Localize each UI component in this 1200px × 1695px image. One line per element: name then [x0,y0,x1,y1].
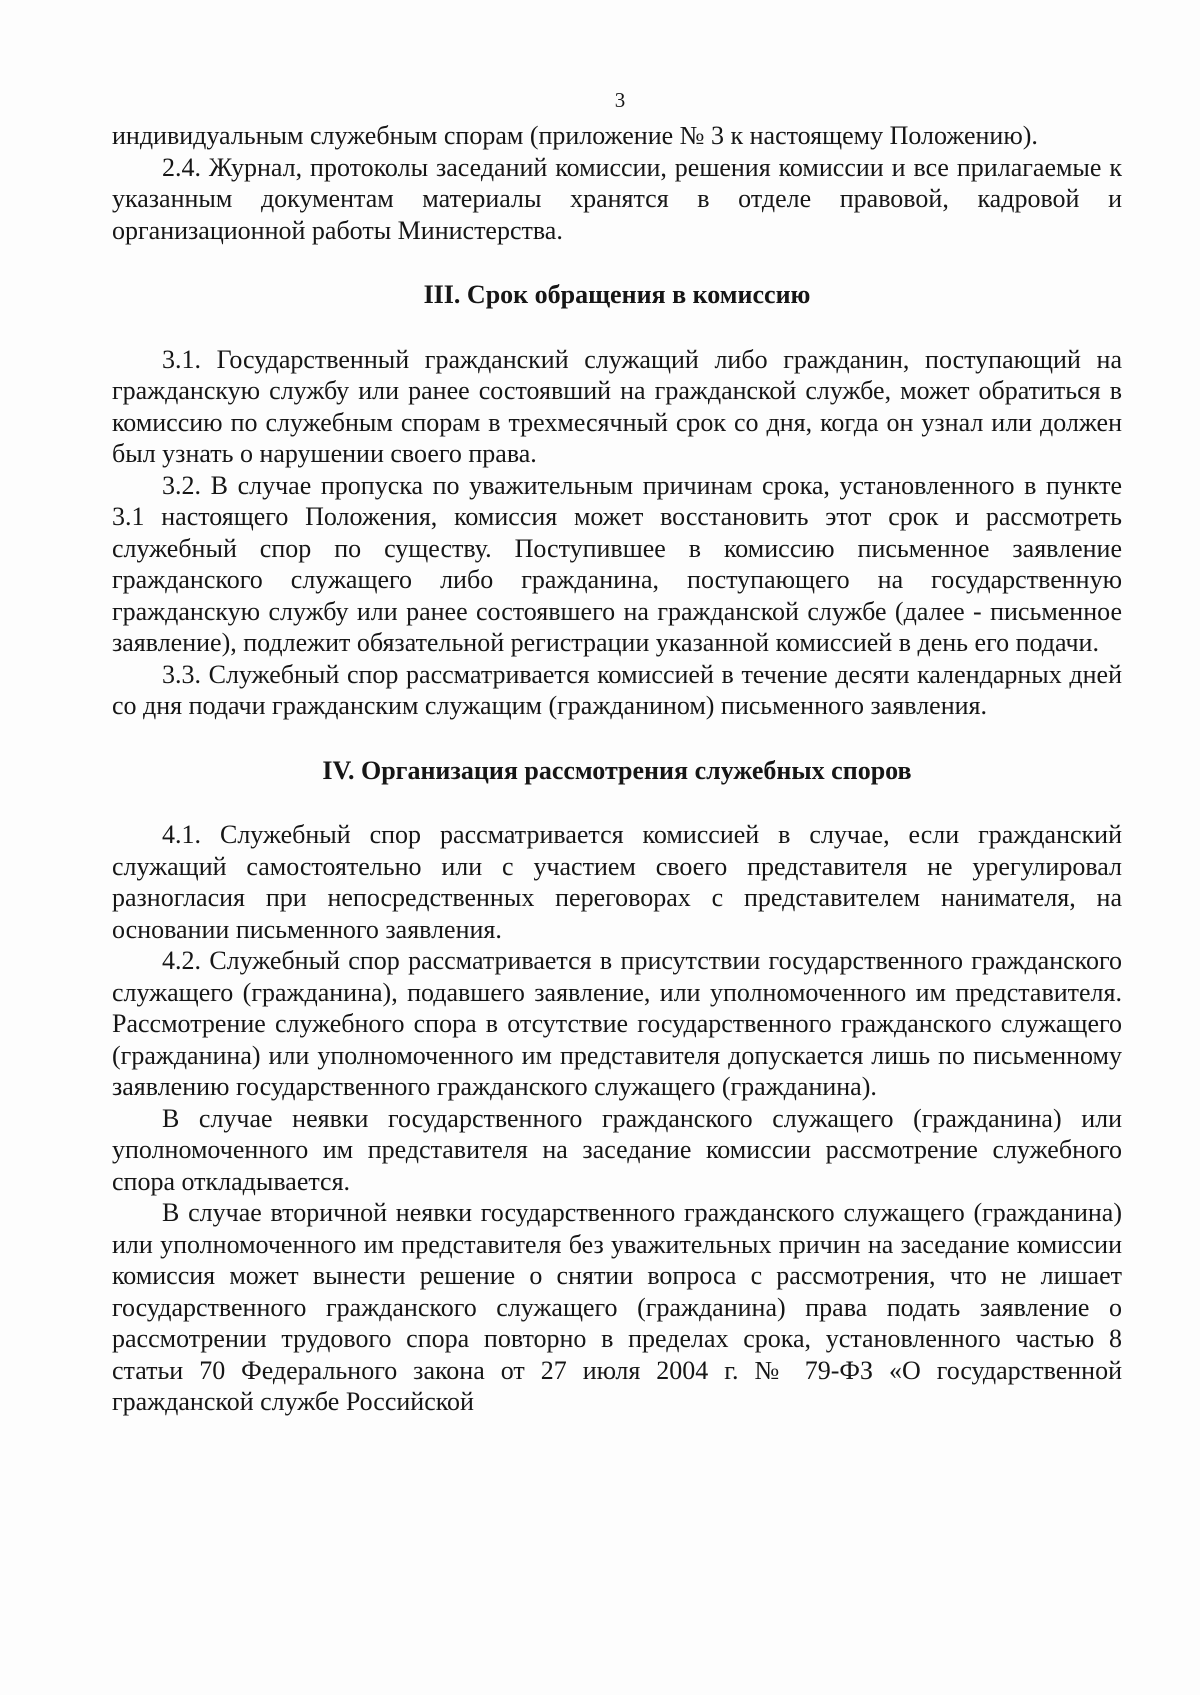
paragraph-4-1: 4.1. Служебный спор рассматривается комиссией в случае, если гражданский служащий самостоятельно или с участием своего представителя не урегулировал разногласия при непосредственных переговорах с представителем нанимателя, на основании письменного заявления. [112,820,1122,944]
paragraph-2-4: 2.4. Журнал, протоколы заседаний комиссии, решения комиссии и все прилагаемые к указанным документам материалы хранятся в отделе правовой, кадровой и организационной работы Министерства. [112,152,1122,245]
paragraph-4-2-nonappearance: В случае неявки государственного гражданского служащего (гражданина) или уполномоченного им представителя на заседание комиссии рассмотрение служебного спора откладывается. [112,1103,1122,1196]
section-heading-3: III. Срок обращения в комиссию [423,280,811,309]
paragraph-3-2: 3.2. В случае пропуска по уважительным причинам срока, установленного в пункте 3.1 настоящего Положения, комиссия может восстановить этот срок и рассмотреть служебный спор по существу. Поступившее в комиссию письменное заявление гражданского служащего либо гражданина, поступающего на государственную гражданскую службу или ранее состоявшего на гражданской службе (далее - письменное заявление), подлежит обязательной регистрации указанной комиссией в день его подачи. [112,470,1122,657]
paragraph-4-2-second-nonappearance: В случае вторичной неявки государственного гражданского служащего (гражданина) или уполномоченного им представителя без уважительных причин на заседание комиссии комиссия может вынести решение о снятии вопроса с рассмотрения, что не лишает государственного гражданского служащего (гражданина) права подать заявление о рассмотрении трудового спора повторно в пределах срока, установленного частью 8 статьи 70 Федерального закона от 27 июля 2004 г. № 79-ФЗ «О государственной гражданской службе Российской [112,1198,1122,1416]
page-number: 3 [614,88,626,112]
paragraph-4-2: 4.2. Служебный спор рассматривается в присутствии государственного гражданского служащего (гражданина), подавшего заявление, или уполномоченного им представителя. Рассмотрение служебного спора в отсутствие государственного гражданского служащего (гражданина) или уполномоченного им представителя допускается лишь по письменному заявлению государственного гражданского служащего (гражданина). [112,946,1122,1101]
paragraph-appendix-ref: индивидуальным служебным спорам (приложение № 3 к настоящему Положению). [112,121,1038,150]
paragraph-3-1: 3.1. Государственный гражданский служащий либо гражданин, поступающий на гражданскую службу или ранее состоявший на гражданской службе, может обратиться в комиссию по служебным спорам в трехмесячный срок со дня, когда он узнал или должен был узнать о нарушении своего права. [112,344,1122,468]
section-heading-4: IV. Организация рассмотрения служебных споров [322,755,912,785]
paragraph-3-3: 3.3. Служебный спор рассматривается комиссией в течение десяти календарных дней со дня подачи гражданским служащим (гражданином) письменного заявления. [112,659,1122,720]
document-body [112,120,1122,1418]
